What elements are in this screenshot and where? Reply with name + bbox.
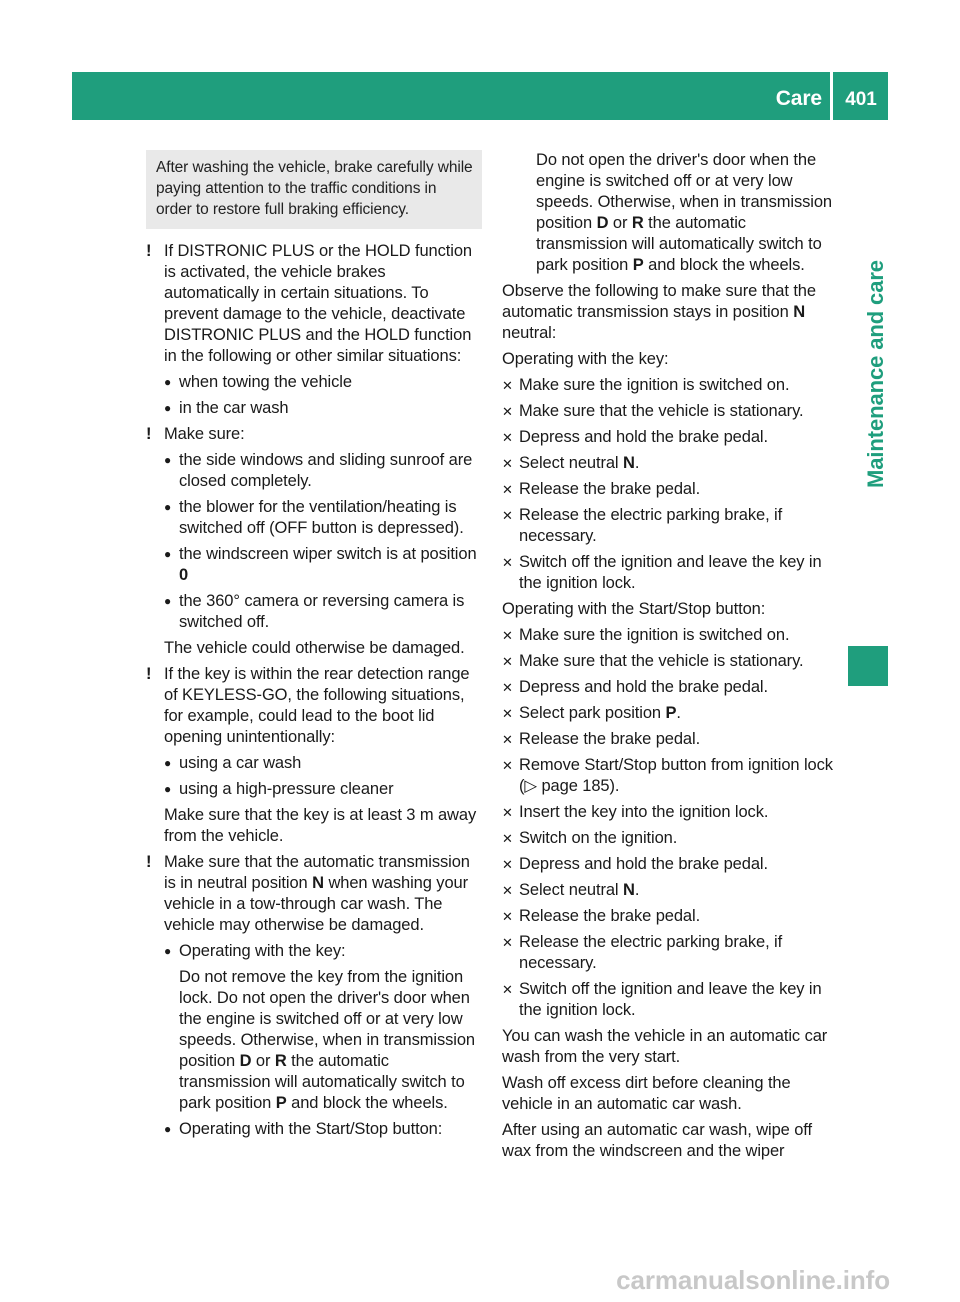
note-box: [146, 150, 482, 229]
warning-text: If the key is within the rear detection range of KEYLESS-GO, the following situations, for example, could lead to the boot lid opening unintentionally:: [164, 665, 470, 746]
step-icon: ✕: [502, 758, 513, 773]
step-icon: ✕: [502, 628, 513, 643]
list-item: ● using a high-pressure cleaner: [164, 780, 394, 798]
list-item: ● the blower for the ventilation/heating is switched off (OFF button is depressed).: [164, 498, 464, 537]
warning-consequence: Make sure that the key is at least 3 m away from the vehicle.: [164, 806, 477, 845]
list-item: ● Operating with the Start/Stop button:: [164, 1120, 443, 1138]
right-column: [502, 150, 836, 1167]
warning-icon: !: [146, 425, 152, 443]
left-column: [146, 150, 482, 1145]
step: ✕ Make sure the ignition is switched on.: [502, 376, 790, 394]
step-icon: ✕: [502, 404, 513, 419]
step: ✕ Make sure the ignition is switched on.: [502, 626, 790, 644]
step-icon: ✕: [502, 508, 513, 523]
warning-icon: !: [146, 665, 152, 683]
closing-paragraph: Wash off excess dirt before cleaning the vehicle in an automatic car wash.: [502, 1074, 791, 1113]
step: ✕ Release the brake pedal.: [502, 907, 701, 925]
step: ✕ Select neutral N.: [502, 454, 640, 472]
bullet-icon: ●: [164, 782, 172, 796]
step: ✕ Switch off the ignition and leave the key in the ignition lock.: [502, 553, 822, 592]
step: ✕ Depress and hold the brake pedal.: [502, 855, 768, 873]
bullet-icon: ●: [164, 375, 172, 389]
bullet-icon: ●: [164, 1122, 172, 1136]
closing-paragraph: After using an automatic car wash, wipe off wax from the windscreen and the wiper: [502, 1121, 812, 1160]
bullet-icon: ●: [164, 500, 172, 514]
warning-consequence: The vehicle could otherwise be damaged.: [164, 639, 465, 657]
page-ref-arrow-icon: ▷: [524, 777, 537, 795]
step-icon: ✕: [502, 805, 513, 820]
step-icon: ✕: [502, 732, 513, 747]
warning-icon: !: [146, 242, 152, 260]
step-icon: ✕: [502, 482, 513, 497]
note-text: After washing the vehicle, brake carefully while paying attention to the traffic conditions in order to restore full braking efficiency.: [156, 159, 473, 218]
step: ✕ Insert the key into the ignition lock.: [502, 803, 769, 821]
step: ✕ Release the brake pedal.: [502, 730, 701, 748]
step-icon: ✕: [502, 706, 513, 721]
step-icon: ✕: [502, 555, 513, 570]
step-icon: ✕: [502, 654, 513, 669]
button-heading: Operating with the Start/Stop button:: [502, 600, 766, 618]
watermark: carmanualsonline.info: [616, 1265, 890, 1295]
step: ✕ Remove Start/Stop button from ignition lock (▷ page 185).: [502, 756, 833, 795]
observe-paragraph: Observe the following to make sure that the automatic transmission stays in position N neutral:: [502, 282, 816, 342]
page-number: 401: [845, 89, 877, 110]
side-tab-label: Maintenance and care: [863, 260, 888, 488]
side-marker: [848, 646, 888, 686]
step: ✕ Make sure that the vehicle is stationary.: [502, 402, 804, 420]
bullet-icon: ●: [164, 453, 172, 467]
bullet-detail: Do not remove the key from the ignition lock. Do not open the driver's door when the engine is switched off or at very low speeds. Otherwise, when in transmission position D or R the automatic transmission will automatically switch to park position P and block the wheels.: [179, 968, 475, 1112]
step-icon: ✕: [502, 982, 513, 997]
step: ✕ Select park position P.: [502, 704, 681, 722]
step-icon: ✕: [502, 935, 513, 950]
gear-position: 0: [179, 566, 189, 584]
bullet-icon: ●: [164, 401, 172, 415]
step: ✕ Select neutral N.: [502, 881, 640, 899]
step: ✕ Depress and hold the brake pedal.: [502, 678, 768, 696]
step-icon: ✕: [502, 909, 513, 924]
step: ✕ Release the electric parking brake, if necessary.: [502, 933, 783, 972]
gear-position: N: [312, 874, 324, 892]
warning-keyless-go: [146, 664, 482, 847]
section-title: Care: [775, 87, 822, 110]
step: ✕ Switch on the ignition.: [502, 829, 678, 847]
list-item: ● the side windows and sliding sunroof are closed completely.: [164, 451, 473, 490]
warning-neutral: [146, 852, 482, 1140]
warning-icon: !: [146, 853, 152, 871]
header-separator: [830, 72, 833, 120]
step-icon: ✕: [502, 430, 513, 445]
step: ✕ Make sure that the vehicle is stationary.: [502, 652, 804, 670]
warning-text: If DISTRONIC PLUS or the HOLD function is activated, the vehicle brakes automatically in certain situations. To prevent damage to the vehicle, deactivate DISTRONIC PLUS and the HOLD function in the following or other similar situations:: [164, 242, 472, 365]
bullet-detail-continued: Do not open the driver's door when the engine is switched off or at very low speeds. Otherwise, when in transmission position D or R the automatic transmission will automatically switch to park position P and block the wheels.: [536, 151, 832, 274]
key-heading: Operating with the key:: [502, 350, 669, 368]
bullet-icon: ●: [164, 756, 172, 770]
step-icon: ✕: [502, 831, 513, 846]
bullet-icon: ●: [164, 944, 172, 958]
warning-text: Make sure:: [164, 425, 245, 443]
list-item: ● the windscreen wiper switch is at position 0: [164, 545, 477, 584]
warning-text: Make sure that the automatic transmission is in neutral position N when washing your vehicle in a tow-through car wash. The vehicle may otherwise be damaged.: [164, 853, 470, 934]
step: ✕ Release the electric parking brake, if necessary.: [502, 506, 783, 545]
list-item: ● using a car wash: [164, 754, 302, 772]
step-icon: ✕: [502, 456, 513, 471]
list-item: ● the 360° camera or reversing camera is switched off.: [164, 592, 465, 631]
warning-make-sure: [146, 424, 482, 659]
step: ✕ Depress and hold the brake pedal.: [502, 428, 768, 446]
list-item: ● when towing the vehicle: [164, 373, 352, 391]
step-icon: ✕: [502, 378, 513, 393]
gear-position: N: [793, 303, 806, 321]
page-reference[interactable]: page 185).: [541, 777, 620, 795]
bullet-icon: ●: [164, 594, 172, 608]
list-item: ● Operating with the key: Do not remove the key from the ignition lock. Do not open the driver's door when the engine is switched off or at very low speeds. Otherwise, when in transmission position D or R the automatic transmission will automatically switch to park position P and block the wheels.: [164, 941, 482, 1114]
list-item: ● in the car wash: [164, 399, 289, 417]
bullet-icon: ●: [164, 547, 172, 561]
step-icon: ✕: [502, 857, 513, 872]
side-tab: [848, 120, 888, 628]
step-icon: ✕: [502, 680, 513, 695]
warning-distronic: [146, 241, 482, 419]
step: ✕ Release the brake pedal.: [502, 480, 701, 498]
step: ✕ Switch off the ignition and leave the key in the ignition lock.: [502, 980, 822, 1019]
closing-paragraph: You can wash the vehicle in an automatic car wash from the very start.: [502, 1027, 828, 1066]
step-icon: ✕: [502, 883, 513, 898]
